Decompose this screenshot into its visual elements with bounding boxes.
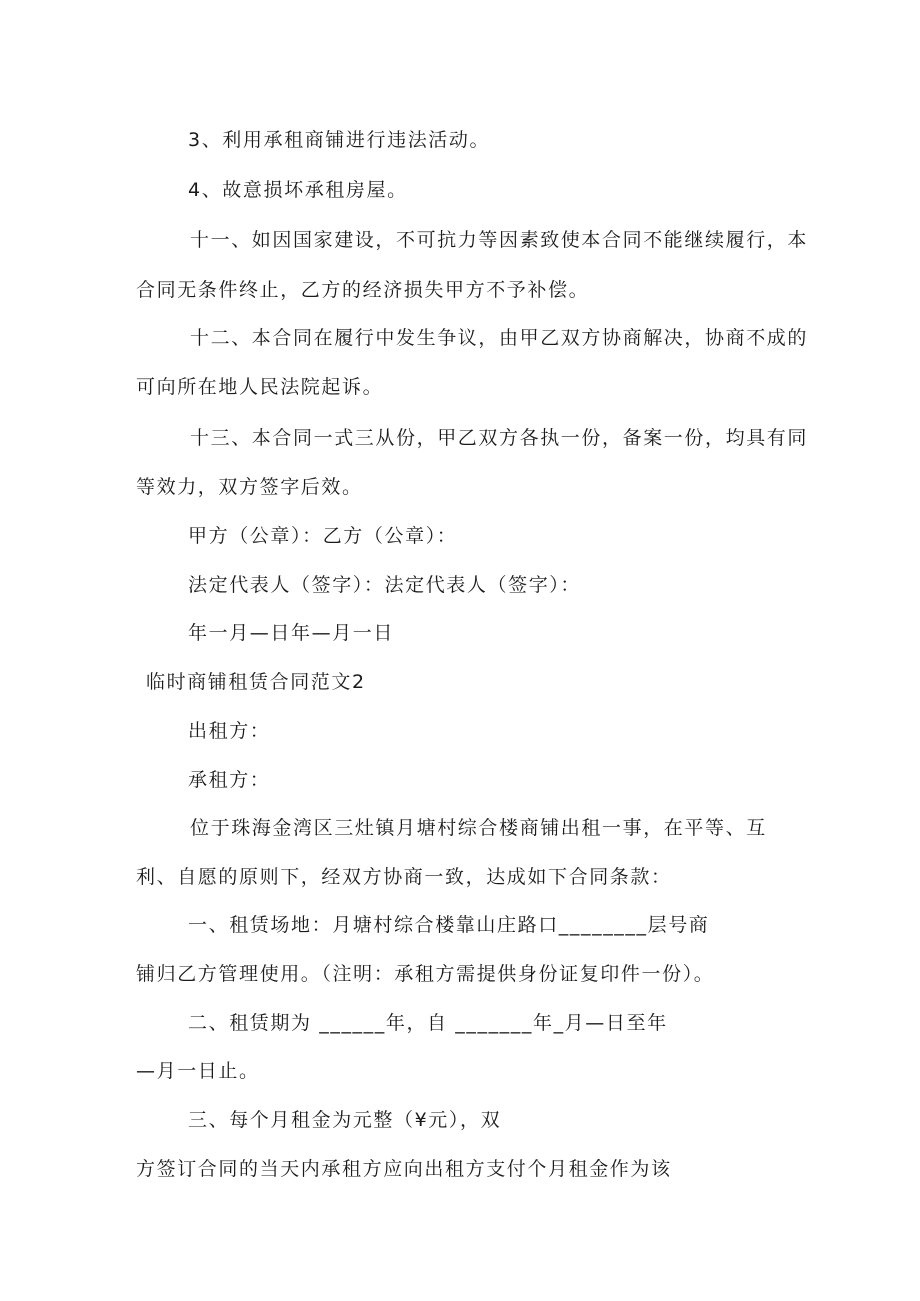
article-13-line-1: 十三、本合同一式三从份，甲乙双方各执一份，备案一份，均具有同 (190, 427, 809, 449)
intro-line-1: 位于珠海金湾区三灶镇月塘村综合楼商铺出租一事，在平等、互 (190, 817, 767, 839)
intro-line-2: 利、自愿的原则下，经双方协商一致，达成如下合同条款： (136, 866, 672, 888)
term-1-line-1: 一、租赁场地：月塘村综合楼靠山庄路口________层号商 (188, 914, 710, 936)
clause-3-line: 3、利用承租商铺进行违法活动。 (188, 129, 491, 151)
term-1-line-2: 铺归乙方管理使用。（注明：承租方需提供身份证复印件一份）。 (136, 963, 715, 985)
clause-4-line: 4、故意损坏承租房屋。 (188, 179, 408, 201)
term-2-line-1: 二、租赁期为 ______年，自 _______年_月—日至年 (188, 1012, 668, 1034)
term-3-line-2: 方签订合同的当天内承租方应向出租方支付个月租金作为该 (136, 1158, 672, 1180)
article-12-line-1: 十二、本合同在履行中发生争议，由甲乙双方协商解决，协商不成的 (190, 327, 809, 349)
lessee-line: 承租方： (188, 769, 271, 791)
term-2-line-2: —月一日止。 (136, 1060, 260, 1082)
lessor-line: 出租方： (188, 720, 271, 742)
article-12-line-2: 可向所在地人民法院起诉。 (136, 376, 384, 398)
article-11-line-2: 合同无条件终止，乙方的经济损失甲方不予补偿。 (136, 279, 590, 301)
section-heading: 临时商铺租赁合同范文2 (146, 671, 366, 693)
seal-line: 甲方（公章）：乙方（公章）： (188, 525, 458, 547)
date-line: 年一月—日年—月一日 (188, 622, 395, 644)
article-11-line-1: 十一、如因国家建设，不可抗力等因素致使本合同不能继续履行，本 (190, 229, 809, 251)
article-13-line-2: 等效力，双方签字后效。 (136, 476, 363, 498)
term-3-line-1: 三、每个月租金为元整（¥元），双 (188, 1109, 502, 1131)
signature-line: 法定代表人（签字）：法定代表人（签字）： (188, 574, 582, 596)
